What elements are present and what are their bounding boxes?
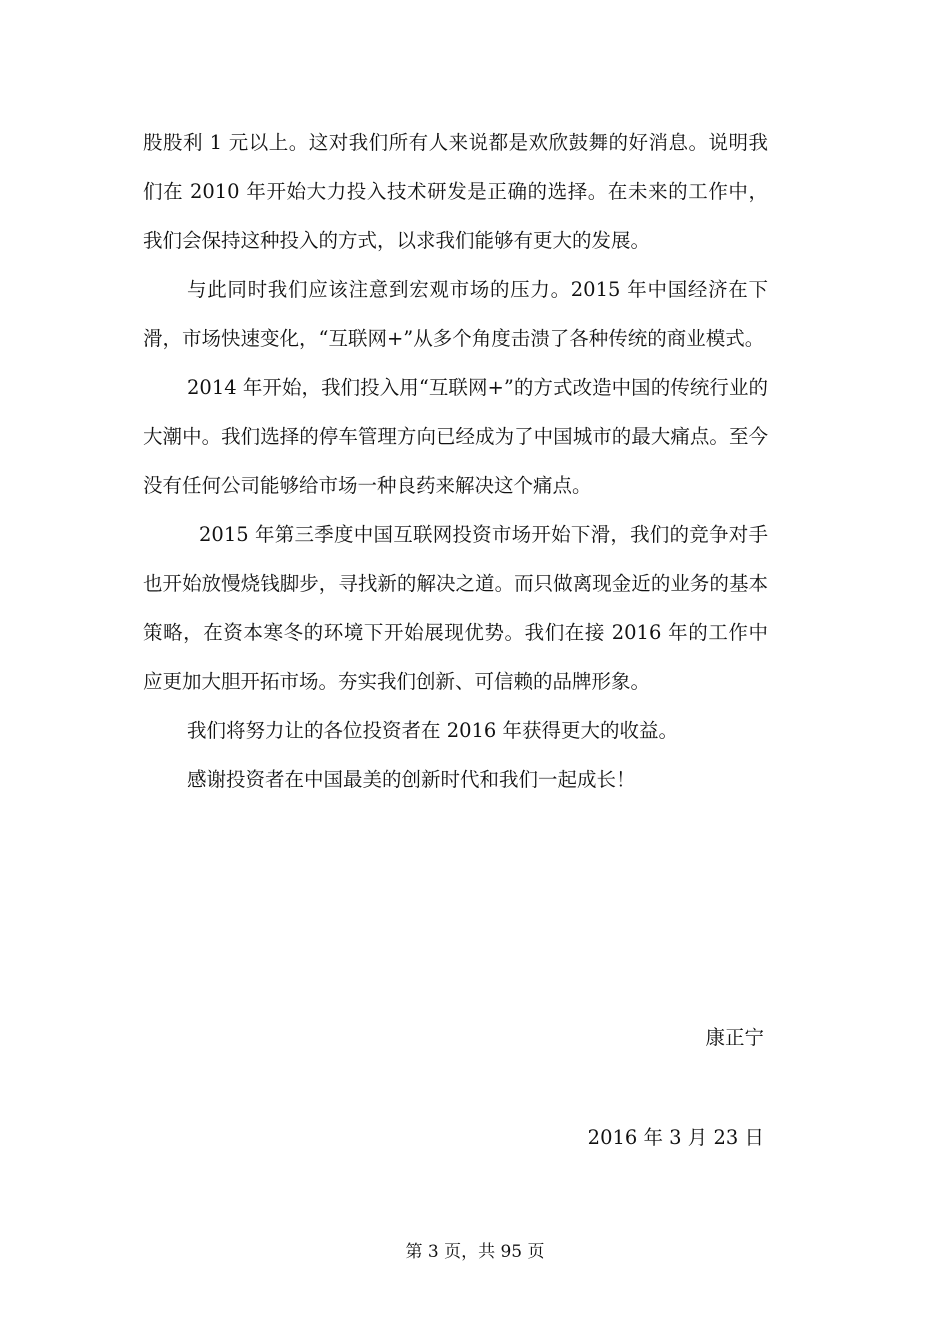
page-footer: 第 3 页，共 95 页 — [405, 1242, 545, 1262]
paragraph-1: 股股利 1 元以上。这对我们所有人来说都是欢欣鼓舞的好消息。说明我们在 2010 年开始大力投入技术研发是正确的选择。在未来的工作中，我们会保持这种投入的方式，以求我们能够有更大的发展。 — [143, 131, 768, 252]
letter-date: 2016 年 3 月 23 日 — [587, 1126, 764, 1149]
letter-body — [143, 118, 768, 804]
paragraph-5: 我们将努力让的各位投资者在 2016 年获得更大的收益。 — [187, 719, 679, 742]
signature: 康正宁 — [705, 1026, 764, 1049]
paragraph-2: 与此同时我们应该注意到宏观市场的压力。2015 年中国经济在下滑，市场快速变化，“互联网+”从多个角度击溃了各种传统的商业模式。 — [143, 278, 768, 350]
paragraph-3: 2014 年开始，我们投入用“互联网+”的方式改造中国的传统行业的大潮中。我们选择的停车管理方向已经成为了中国城市的最大痛点。至今没有任何公司能够给市场一种良药来解决这个痛点。 — [143, 376, 768, 497]
paragraph-6: 感谢投资者在中国最美的创新时代和我们一起成长！ — [187, 768, 636, 791]
paragraph-4: 2015 年第三季度中国互联网投资市场开始下滑，我们的竞争对手也开始放慢烧钱脚步，寻找新的解决之道。而只做离现金近的业务的基本策略，在资本寒冬的环境下开始展现优势。我们在接 2016 年的工作中应更加大胆开拓市场。夯实我们创新、可信赖的品牌形象。 — [143, 523, 768, 693]
